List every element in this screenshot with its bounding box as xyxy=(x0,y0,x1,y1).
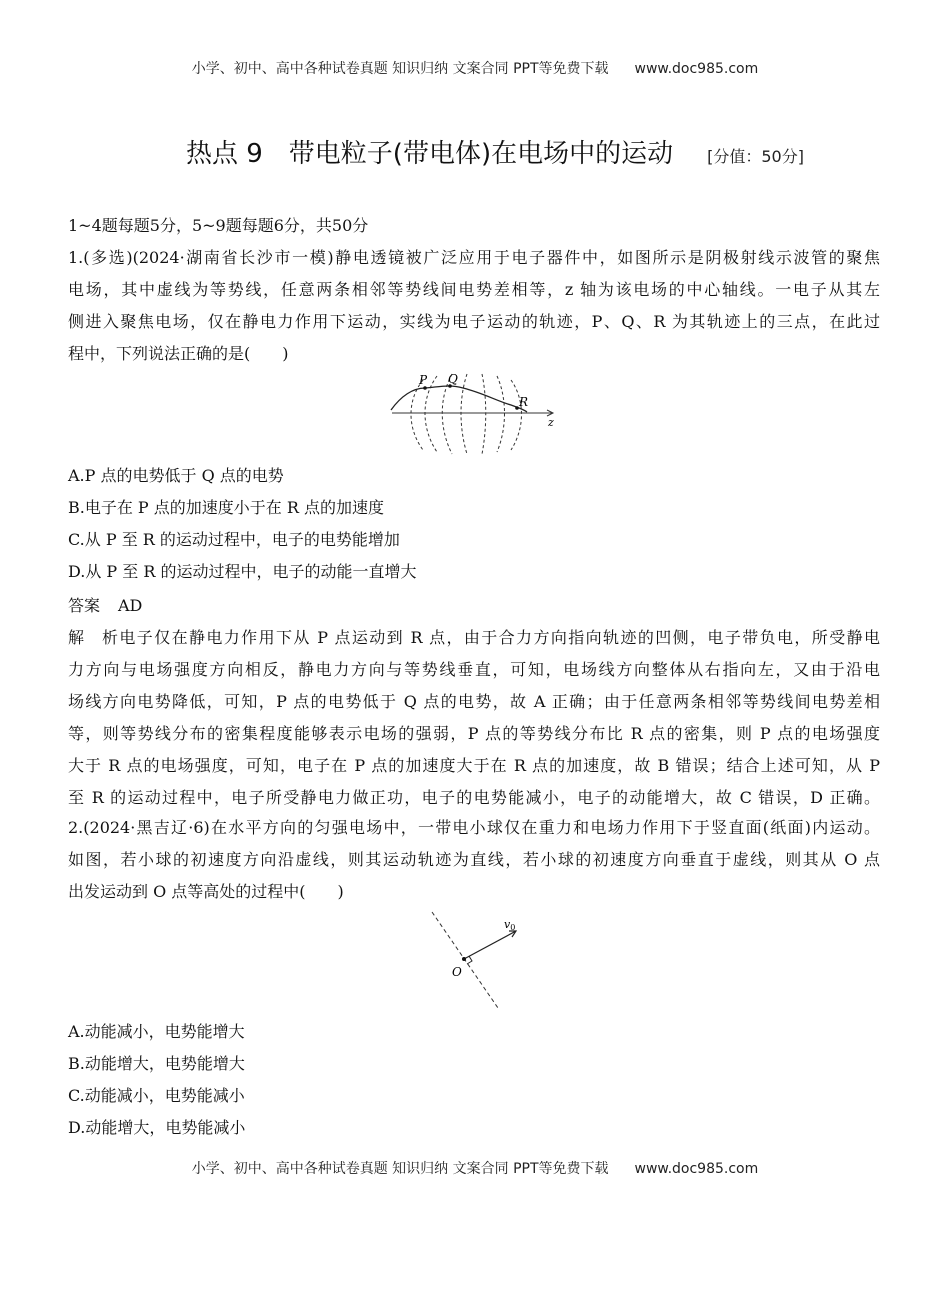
q2-option-c[interactable]: C.动能减小，电势能减小 xyxy=(68,1086,245,1105)
q1-option-c[interactable]: C.从 P 至 R 的运动过程中，电子的电势能增加 xyxy=(68,530,400,549)
analysis-line-4: 等，则等势线分布的密集程度能够表示电场的强弱，P 点的等势线分布比 R 点的密集，则 P 点的电场强度 xyxy=(68,724,880,743)
q1-answer xyxy=(68,590,880,622)
q1-field-figure xyxy=(387,368,567,458)
label-z: z xyxy=(548,416,554,429)
title-main: 热点 9 带电粒子(带电体)在电场中的运动 xyxy=(186,139,674,169)
velocity-vector xyxy=(464,931,516,959)
analysis-text-1: 电子仅在静电力作用下从 P 点运动到 R 点，由于合力方向指向轨迹的凹侧，电子带负电，所受静电 xyxy=(118,628,880,647)
label-v0 xyxy=(504,918,515,932)
footer-url[interactable]: www.doc985.com xyxy=(634,1161,759,1177)
q1-option-d[interactable]: D.从 P 至 R 的运动过程中，电子的动能一直增大 xyxy=(68,562,417,581)
analysis-line-5: 大于 R 点的电场强度，可知，电子在 P 点的加速度大于在 R 点的加速度，故 B 错误；结合上述可知，从 P xyxy=(68,756,880,775)
question-1 xyxy=(68,242,880,370)
analysis-label: 解析 xyxy=(68,628,118,647)
label-q: Q xyxy=(448,372,458,386)
scoring-note-text: 1~4题每题5分，5~9题每题6分，共50分 xyxy=(68,216,369,235)
label-o: O xyxy=(452,965,462,979)
analysis-line-2: 力方向与电场强度方向相反，静电力方向与等势线垂直，可知，电场线方向整体从右指向左，又由于沿电 xyxy=(68,660,880,679)
point-o xyxy=(462,957,466,961)
label-r: R xyxy=(519,395,529,409)
q2-option-b[interactable]: B.动能增大，电势能增大 xyxy=(68,1054,245,1073)
q2-velocity-figure xyxy=(420,906,530,1011)
analysis-line-6: 至 R 的运动过程中，电子所受静电力做正功，电子的电势能减小，电子的动能增大，故 C 错误，D 正确。 xyxy=(68,788,880,807)
answer-value: AD xyxy=(118,596,143,615)
q1-line-3: 侧进入聚焦电场，仅在静电力作用下运动，实线为电子运动的轨迹，P、Q、R 为其轨迹上的三点，在此过 xyxy=(68,312,880,331)
q1-line-1: 1.(多选)(2024·湖南省长沙市一模)静电透镜被广泛应用于电子器件中，如图所示是阴极射线示波管的聚焦 xyxy=(68,248,880,267)
q1-line-4: 程中，下列说法正确的是( ) xyxy=(68,344,289,363)
q1-answer-block xyxy=(68,590,880,814)
title-score: [分值：50分] xyxy=(707,147,804,166)
page-footer xyxy=(0,1158,950,1178)
answer-label: 答案 xyxy=(68,596,101,615)
header-text: 小学、初中、高中各种试卷真题 知识归纳 文案合同 PPT等免费下载 xyxy=(191,61,609,77)
question-2 xyxy=(68,812,880,908)
header-url[interactable]: www.doc985.com xyxy=(634,61,759,77)
footer-text: 小学、初中、高中各种试卷真题 知识归纳 文案合同 PPT等免费下载 xyxy=(191,1161,609,1177)
q1-option-b[interactable]: B.电子在 P 点的加速度小于在 R 点的加速度 xyxy=(68,498,385,517)
q2-option-d[interactable]: D.动能增大，电势能减小 xyxy=(68,1118,246,1137)
scoring-note xyxy=(68,210,880,242)
label-p: P xyxy=(419,373,428,387)
q2-option-a[interactable]: A.动能减小，电势能增大 xyxy=(68,1022,245,1041)
equipotential-lines xyxy=(411,374,522,454)
q2-line-1: 2.(2024·黑吉辽·6)在水平方向的匀强电场中，一带电小球仅在重力和电场力作用下于竖直面(纸面)内运动。 xyxy=(68,818,880,837)
analysis-line-1 xyxy=(68,622,880,654)
electron-trajectory xyxy=(391,386,527,412)
q1-line-2: 电场，其中虚线为等势线，任意两条相邻等势线间电势差相等，z 轴为该电场的中心轴线。一电子从其左 xyxy=(68,280,880,299)
q1-option-a[interactable]: A.P 点的电势低于 Q 点的电势 xyxy=(68,466,284,485)
q1-options xyxy=(68,460,880,588)
q2-line-3: 出发运动到 O 点等高处的过程中( ) xyxy=(68,882,344,901)
q2-options xyxy=(68,1016,880,1144)
analysis-line-3: 场线方向电势降低，可知，P 点的电势低于 Q 点的电势，故 A 正确；由于任意两条相邻等势线间电势差相 xyxy=(68,692,880,711)
page-title xyxy=(186,133,926,170)
page-header xyxy=(0,58,950,78)
label-v-sub: 0 xyxy=(510,923,516,932)
label-v: v xyxy=(504,918,511,931)
q2-line-2: 如图，若小球的初速度方向沿虚线，则其运动轨迹为直线，若小球的初速度方向垂直于虚线，则其从 O 点 xyxy=(68,850,880,869)
